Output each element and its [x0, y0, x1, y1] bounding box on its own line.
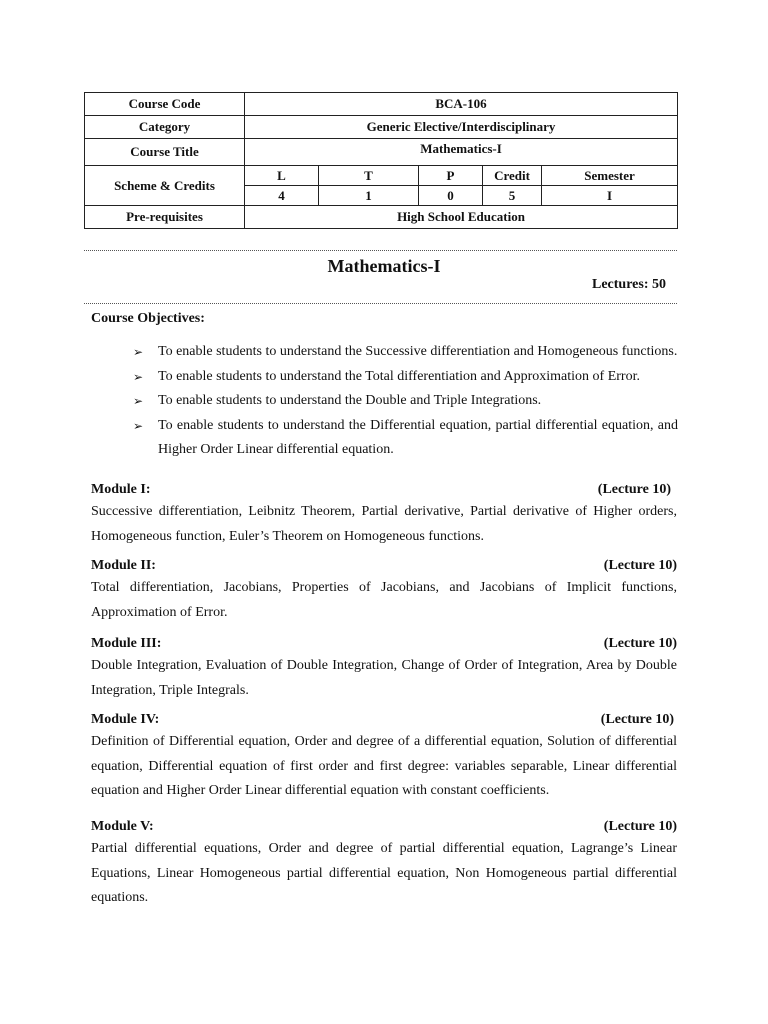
prerequisites-value: High School Education [245, 206, 678, 229]
scheme-label: Scheme & Credits [85, 166, 245, 206]
module-name: Module V: [91, 819, 154, 834]
prerequisites-label: Pre-requisites [85, 206, 245, 229]
module-name: Module III: [91, 636, 162, 651]
module-text: Definition of Differential equation, Order and degree of a differential equation, Solution of differential equation, Differential equation of first order and first degree: variables separable, Linear differential equation and Higher Order Linear differential equation with constant coefficients. [91, 734, 677, 798]
list-item [133, 389, 678, 414]
course-title-value: Mathematics-I [245, 139, 678, 166]
table-row [85, 166, 678, 186]
table-row [85, 93, 678, 116]
module-text: Total differentiation, Jacobians, Properties of Jacobians, and Jacobians of Implicit functions, Approximation of Error. [91, 580, 677, 620]
module-name: Module II: [91, 558, 156, 573]
dotted-divider [84, 250, 677, 251]
module-name: Module I: [91, 482, 151, 497]
module-section [91, 636, 677, 703]
module-section [91, 482, 677, 549]
course-title-label: Course Title [85, 139, 245, 166]
table-row [85, 116, 678, 139]
module-section [91, 712, 677, 804]
table-row [85, 139, 678, 166]
category-value: Generic Elective/Interdisciplinary [245, 116, 678, 139]
dotted-divider [84, 303, 677, 304]
module-lecture: (Lecture 10) [600, 712, 674, 727]
module-text: Partial differential equations, Order and degree of partial differential equation, Lagrange’s Linear Equations, Linear Homogeneous partial differential equation, Non Homogeneous partial differential equations. [91, 841, 677, 905]
objectives-heading: Course Objectives: [91, 311, 205, 326]
page-title: Mathematics-I [327, 256, 441, 276]
objective-text: To enable students to understand the Differential equation, partial differential equation, and Higher Order Linear differential equation. [158, 417, 678, 457]
table-row [85, 206, 678, 229]
module-section [91, 558, 677, 625]
scheme-value-l: 4 [245, 186, 319, 206]
objective-text: To enable students to understand the Successive differentiation and Homogeneous functions. [158, 344, 678, 359]
list-item [133, 340, 678, 365]
scheme-header-semester: Semester [542, 166, 678, 186]
module-lecture: (Lecture 10) [603, 558, 677, 573]
module-lecture: (Lecture 10) [603, 819, 677, 834]
scheme-value-p: 0 [419, 186, 483, 206]
scheme-header-t: T [319, 166, 419, 186]
module-text: Successive differentiation, Leibnitz Theorem, Partial derivative, Partial derivative of Higher orders, Homogeneous function, Euler’s Theorem on Homogeneous functions. [91, 504, 677, 544]
objective-text: To enable students to understand the Total differentiation and Approximation of Error. [158, 368, 640, 384]
scheme-value-semester: I [542, 186, 678, 206]
scheme-value-t: 1 [319, 186, 419, 206]
arrow-bullet-icon: ➢ [133, 369, 144, 384]
objectives-list [133, 340, 678, 463]
list-item [133, 365, 678, 390]
scheme-header-credit: Credit [483, 166, 542, 186]
module-lecture: (Lecture 10) [597, 482, 671, 497]
arrow-bullet-icon: ➢ [133, 345, 144, 359]
module-lecture: (Lecture 10) [603, 636, 677, 651]
objective-text: To enable students to understand the Double and Triple Integrations. [158, 393, 542, 408]
module-text: Double Integration, Evaluation of Double Integration, Change of Order of Integration, Area by Double Integration, Triple Integrals. [91, 658, 677, 698]
arrow-bullet-icon: ➢ [133, 394, 144, 408]
scheme-header-l: L [245, 166, 319, 186]
module-name: Module IV: [91, 712, 160, 727]
course-code-label: Course Code [85, 93, 245, 116]
course-code-value: BCA-106 [245, 93, 678, 116]
lectures-count: Lectures: 50 [592, 277, 666, 292]
course-info-table [84, 92, 678, 229]
module-section [91, 819, 677, 911]
list-item [133, 414, 678, 463]
category-label: Category [85, 116, 245, 139]
scheme-value-credit: 5 [483, 186, 542, 206]
arrow-bullet-icon: ➢ [133, 418, 144, 433]
scheme-header-p: P [419, 166, 483, 186]
